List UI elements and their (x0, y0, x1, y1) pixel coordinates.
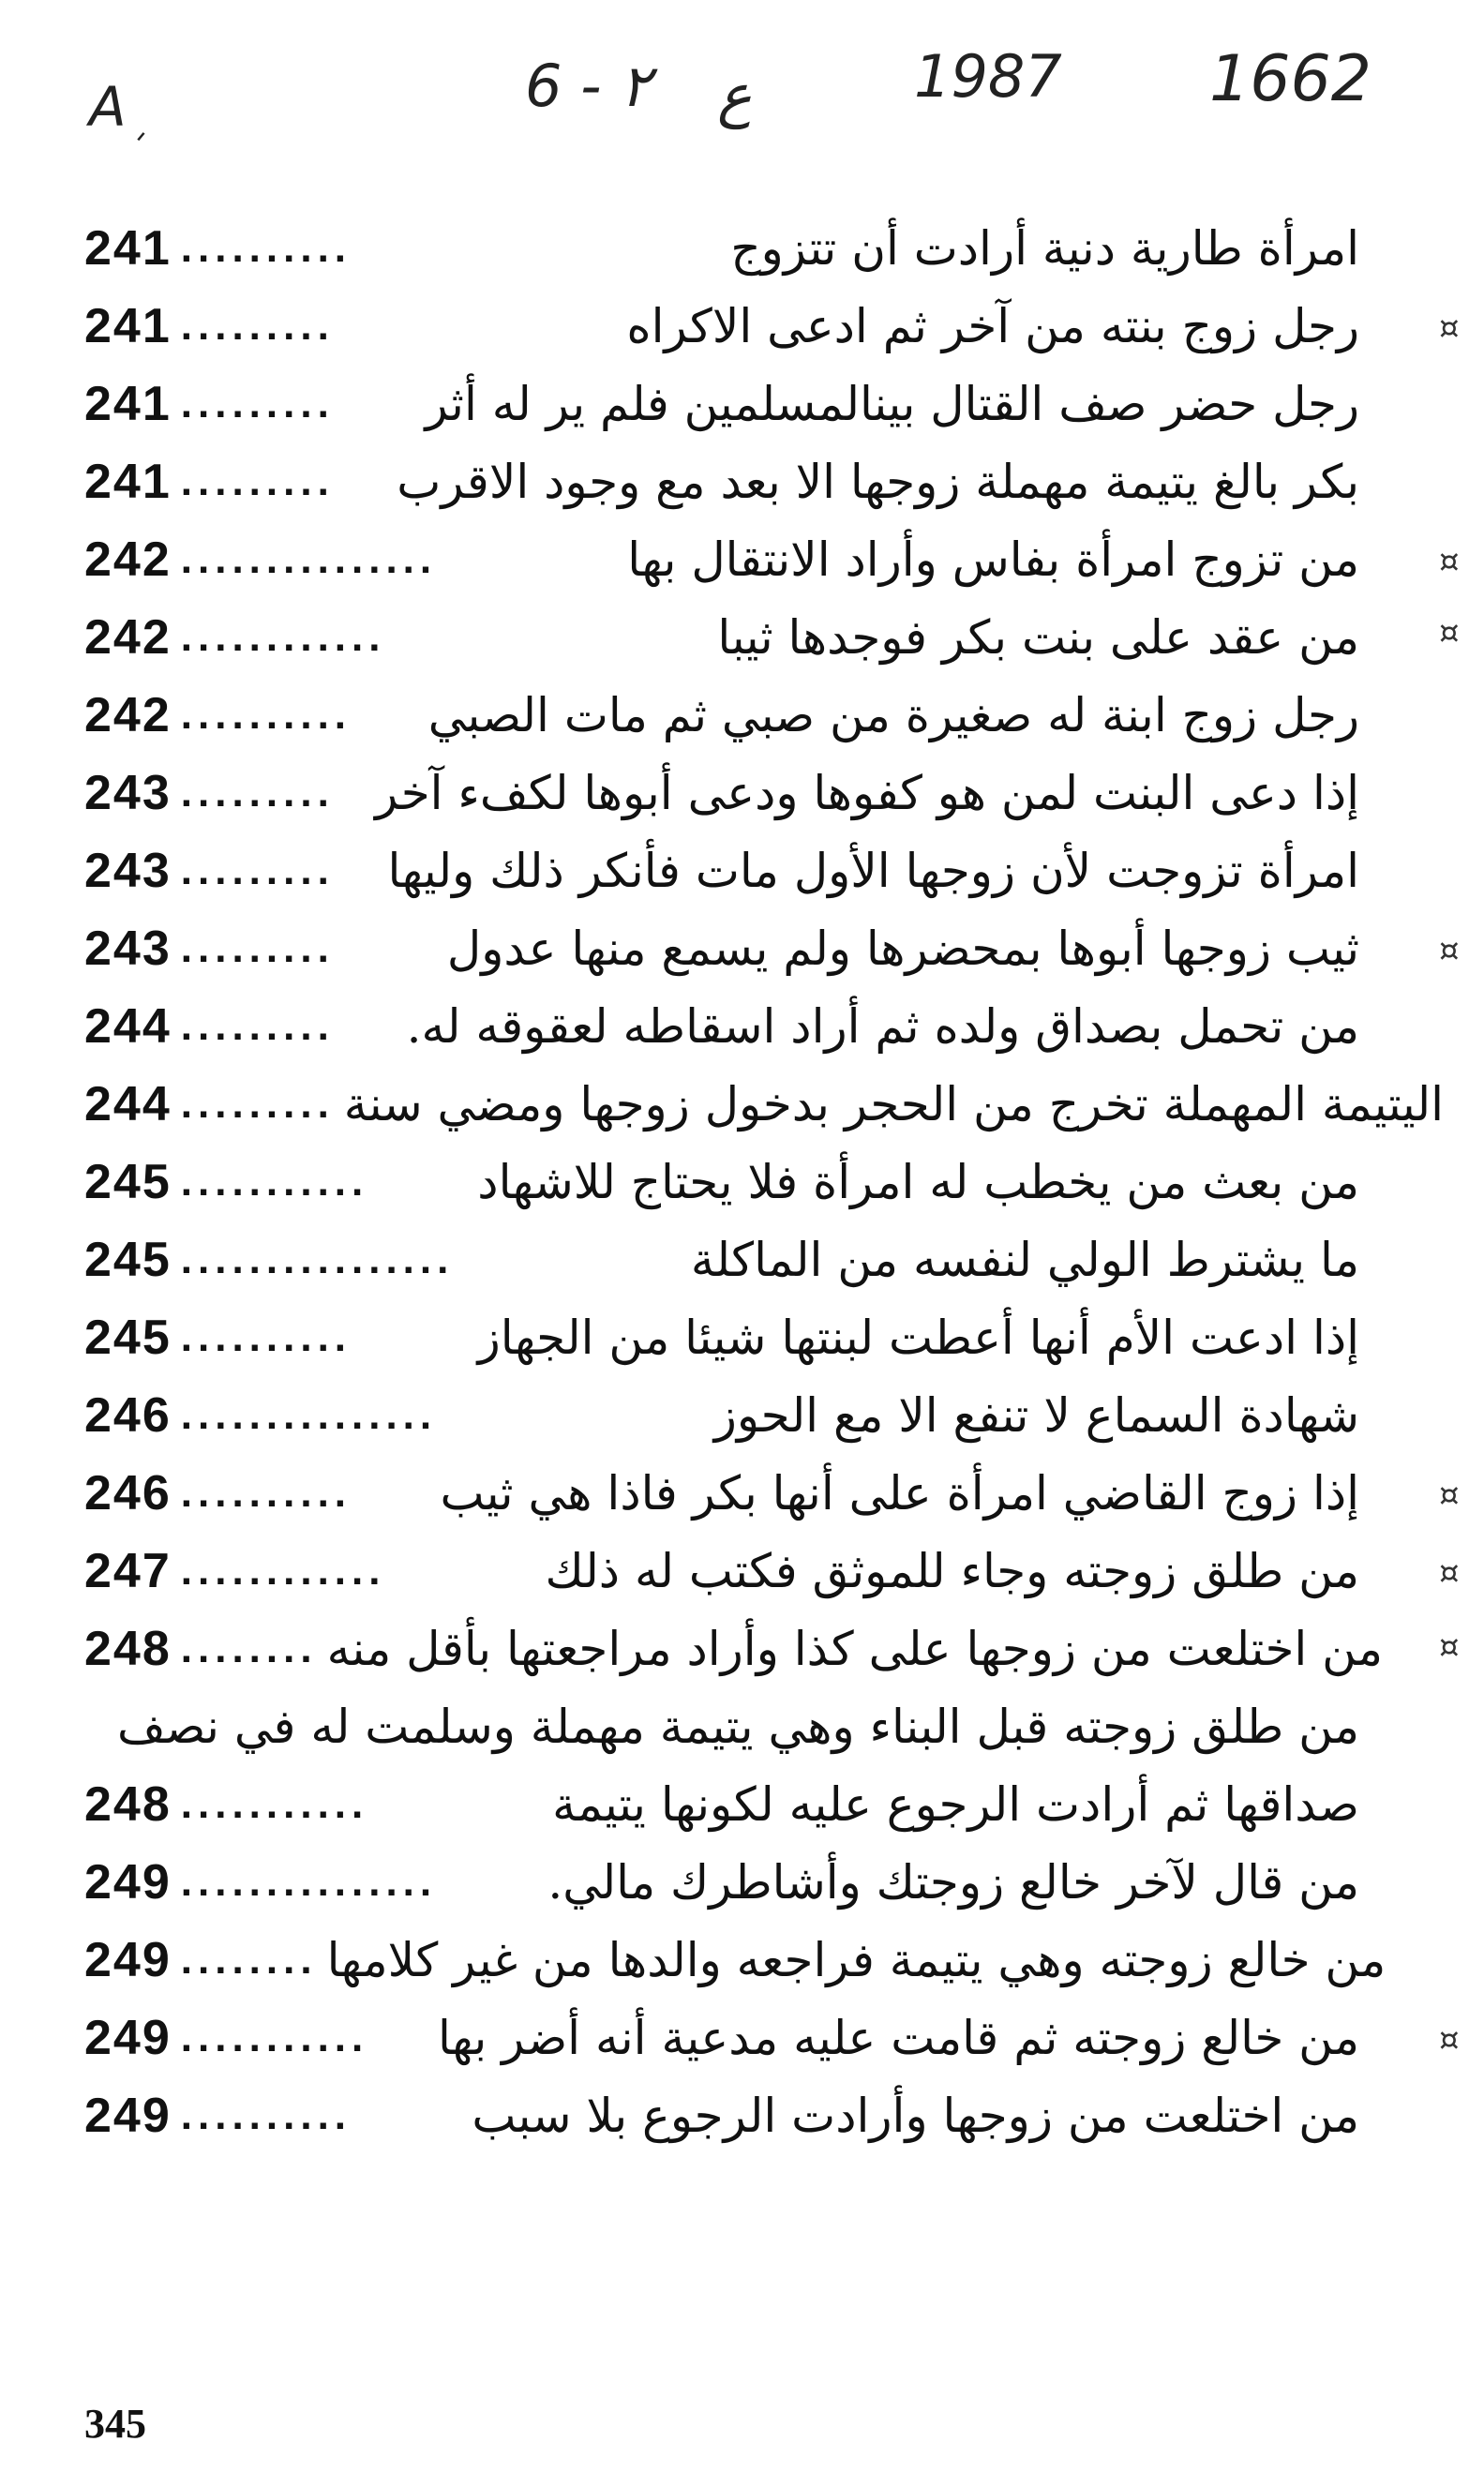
toc-entry: 243 ......... امرأة تزوجت لأن زوجها الأول مات فأنكر ذلك وليها (84, 844, 1359, 898)
margin-mark-icon: ¤ (1439, 1628, 1460, 1666)
entry-page: 248 (84, 1777, 172, 1832)
toc-entry: 241 ......... رجل زوج بنته من آخر ثم ادعى الاكراه (84, 299, 1359, 353)
toc-entry: 242 .......... رجل زوج ابنة له صغيرة من صبي ثم مات الصبي (84, 688, 1359, 742)
entry-title: رجل حضر صف القتال بينالمسلمين فلم ير له أثر (425, 377, 1359, 431)
entry-title: من اختلعت من زوجها وأرادت الرجوع بلا سبب (472, 2089, 1359, 2143)
toc-entry: 248 ........ من اختلعت من زوجها على كذا وأراد مراجعتها بأقل منه (84, 1622, 1384, 1676)
entry-page: 246 (84, 1466, 172, 1521)
entry-title: رجل زوج بنته من آخر ثم ادعى الاكراه (626, 299, 1359, 353)
entry-title: من تزوج امرأة بفاس وأراد الانتقال بها (627, 532, 1359, 587)
entry-page: 241 (84, 299, 172, 353)
entry-page: 245 (84, 1233, 172, 1287)
margin-mark-icon: ¤ (1439, 932, 1460, 969)
margin-mark-icon: ¤ (1439, 543, 1460, 580)
entry-page: 249 (84, 1933, 172, 1987)
toc-entry: 243 ......... إذا دعى البنت لمن هو كفوها ودعى أبوها لكفء آخر (84, 766, 1359, 820)
entry-title: من خالع زوجته وهي يتيمة فراجعه والدها من غير كلامها (326, 1933, 1387, 1987)
entry-title: شهادة السماع لا تنفع الا مع الحوز (713, 1388, 1359, 1443)
entry-title: اليتيمة المهملة تخرج من الحجر بدخول زوجها ومضي سنة (343, 1077, 1445, 1131)
toc-entry: 241 .......... امرأة طارية دنية أرادت أن تتزوج (84, 221, 1359, 276)
toc-entry: 241 ......... بكر بالغ يتيمة مهملة زوجها الا بعد مع وجود الاقرب (84, 455, 1359, 509)
toc-entry-wrapped-line-1: من طلق زوجته قبل البناء وهي يتيمة مهملة وسلمت له في نصف (116, 1700, 1359, 1754)
toc-entry: 245 ........... من بعث من يخطب له امرأة فلا يحتاج للاشهاد (84, 1155, 1359, 1209)
toc-entry-wrapped-line-2: 248 ........... صداقها ثم أرادت الرجوع عليه لكونها يتيمة (84, 1777, 1359, 1832)
toc-entry: 247 ............ من طلق زوجته وجاء للموثق فكتب له ذلك (84, 1544, 1359, 1598)
entry-page: 248 (84, 1622, 172, 1676)
entry-page: 249 (84, 2089, 172, 2143)
margin-mark-icon: ¤ (1439, 2021, 1460, 2059)
entry-title: ما يشترط الولي لنفسه من الماكلة (690, 1233, 1359, 1287)
entry-page: 242 (84, 610, 172, 665)
toc-entry: 244 ......... من تحمل بصداق ولده ثم أراد اسقاطه لعقوقه له. (84, 999, 1359, 1054)
entry-page: 249 (84, 1855, 172, 1910)
entry-title: من خالع زوجته ثم قامت عليه مدعية أنه أضر بها (438, 2011, 1359, 2065)
entry-page: 244 (84, 1077, 172, 1131)
entry-page: 247 (84, 1544, 172, 1598)
toc-entry: 245 ................ ما يشترط الولي لنفسه من الماكلة (84, 1233, 1359, 1287)
entry-page: 245 (84, 1311, 172, 1365)
margin-mark-icon: ¤ (1439, 1476, 1460, 1514)
entry-page: 242 (84, 688, 172, 742)
entry-page: 243 (84, 766, 172, 820)
toc-entry: 242 ............ من عقد على بنت بكر فوجدها ثيبا (84, 610, 1359, 665)
entry-page: 245 (84, 1155, 172, 1209)
toc-entry: 246 .......... إذا زوج القاضي امرأة على أنها بكر فاذا هي ثيب (84, 1466, 1359, 1521)
toc-entry: 242 ............... من تزوج امرأة بفاس وأراد الانتقال بها (84, 532, 1359, 587)
entry-page: 242 (84, 532, 172, 587)
entry-title: من قال لآخر خالع زوجتك وأشاطرك مالي. (547, 1855, 1359, 1910)
handwritten-code-1: 6 - ٢ (525, 52, 652, 120)
page-number: 345 (84, 2401, 146, 2447)
entry-page: 246 (84, 1388, 172, 1443)
toc-entry: 241 ......... رجل حضر صف القتال بينالمسلمين فلم ير له أثر (84, 377, 1359, 431)
entry-page: 249 (84, 2011, 172, 2065)
entry-title: امرأة تزوجت لأن زوجها الأول مات فأنكر ذلك وليها (387, 844, 1359, 898)
entry-title: بكر بالغ يتيمة مهملة زوجها الا بعد مع وجود الاقرب (397, 455, 1359, 509)
toc-entry: 249 ............... من قال لآخر خالع زوجتك وأشاطرك مالي. (84, 1855, 1359, 1910)
entry-page: 243 (84, 921, 172, 976)
entry-page: 241 (84, 455, 172, 509)
entry-page: 243 (84, 844, 172, 898)
entry-title: إذا ادعت الأم أنها أعطت لبنتها شيئا من الجهاز (477, 1311, 1359, 1365)
toc-entry: 249 .......... من اختلعت من زوجها وأرادت الرجوع بلا سبب (84, 2089, 1359, 2143)
entry-title: امرأة طارية دنية أرادت أن تتزوج (730, 221, 1359, 276)
entry-title: من اختلعت من زوجها على كذا وأراد مراجعتها بأقل منه (326, 1622, 1384, 1676)
toc-entry: 246 ............... شهادة السماع لا تنفع الا مع الحوز (84, 1388, 1359, 1443)
entry-title: رجل زوج ابنة له صغيرة من صبي ثم مات الصبي (427, 688, 1359, 742)
entry-title: إذا دعى البنت لمن هو كفوها ودعى أبوها لكفء آخر (375, 766, 1359, 820)
margin-mark-icon: ¤ (1439, 614, 1460, 652)
entry-page: 244 (84, 999, 172, 1054)
entry-title: من عقد على بنت بكر فوجدها ثيبا (717, 610, 1359, 665)
entry-page: 241 (84, 377, 172, 431)
entry-title: من بعث من يخطب له امرأة فلا يحتاج للاشهاد (477, 1155, 1359, 1209)
entry-title: من طلق زوجته وجاء للموثق فكتب له ذلك (545, 1544, 1359, 1598)
toc-entry: 249 ........... من خالع زوجته ثم قامت عليه مدعية أنه أضر بها (84, 2011, 1359, 2065)
handwritten-number: 1662 (1209, 42, 1372, 116)
handwritten-year: 1987 (914, 42, 1062, 111)
toc-entry: 245 .......... إذا ادعت الأم أنها أعطت لبنتها شيئا من الجهاز (84, 1311, 1359, 1365)
toc-entry: 249 ........ من خالع زوجته وهي يتيمة فراجعه والدها من غير كلامها (84, 1933, 1387, 1987)
toc-entry: 244 ......... اليتيمة المهملة تخرج من الحجر بدخول زوجها ومضي سنة (84, 1077, 1445, 1131)
entry-title: من تحمل بصداق ولده ثم أراد اسقاطه لعقوقه له. (406, 999, 1359, 1054)
toc-entry: 243 ......... ثيب زوجها أبوها بمحضرها ولم يسمع منها عدول (84, 921, 1359, 976)
handwritten-code-2: ع (717, 61, 752, 129)
entry-title: ثيب زوجها أبوها بمحضرها ولم يسمع منها عدول (446, 921, 1359, 976)
entry-title: صداقها ثم أرادت الرجوع عليه لكونها يتيمة (552, 1777, 1359, 1832)
entry-page: 241 (84, 221, 172, 276)
margin-mark-icon: ¤ (1439, 1554, 1460, 1592)
entry-title: إذا زوج القاضي امرأة على أنها بكر فاذا هي ثيب (440, 1466, 1359, 1521)
margin-mark-icon: ¤ (1439, 309, 1460, 347)
handwritten-ref: Aܼ (89, 75, 127, 139)
